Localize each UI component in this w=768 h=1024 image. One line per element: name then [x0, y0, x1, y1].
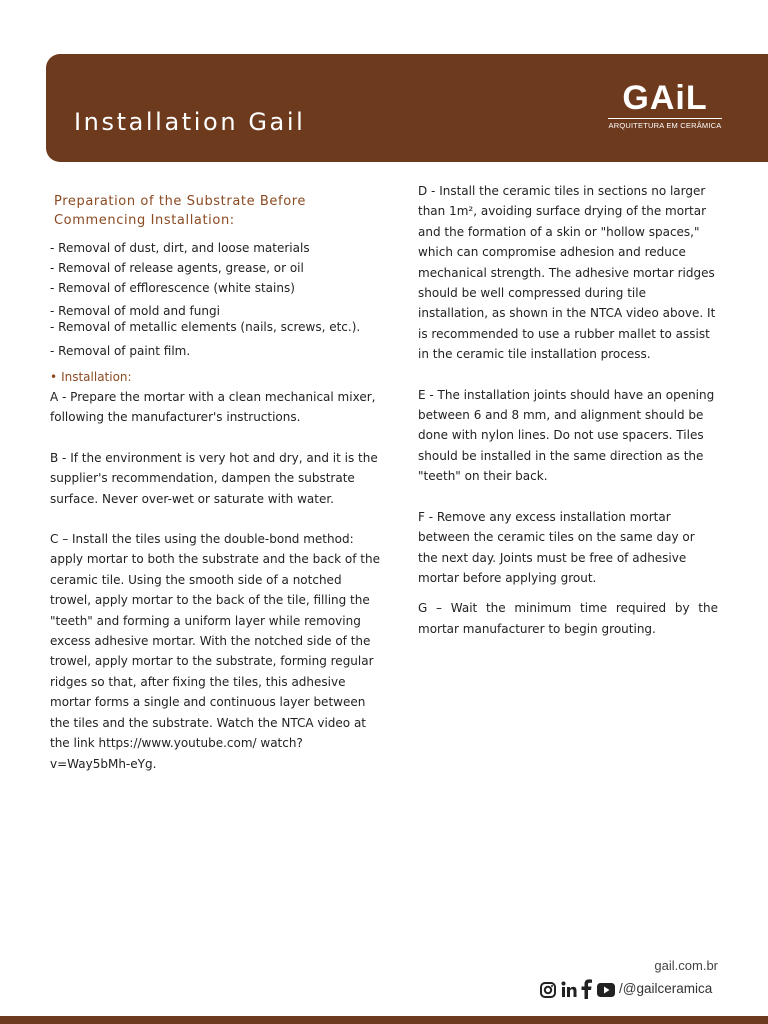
logo-tagline: ARQUITETURA EM CERÂMICA [608, 121, 722, 130]
list-item: - Removal of efflorescence (white stains) [50, 281, 295, 295]
logo-divider [608, 118, 722, 119]
social-handle[interactable]: /@gailceramica [619, 981, 713, 996]
bullet-dot-icon: • [50, 370, 58, 384]
left-column [50, 192, 380, 794]
step-g: G – Wait the minimum time required by the mortar manufacturer to begin grouting. [418, 601, 718, 636]
step-f: F - Remove any excess installation mortar between the ceramic tiles on the same day or the next day. Joints must be free of adhesive mortar before applying grout. [418, 509, 695, 585]
list-item: - Removal of paint film. [50, 344, 191, 358]
website-link[interactable]: gail.com.br [654, 958, 718, 973]
installation-label: Installation: [61, 370, 132, 384]
step-a: A - Prepare the mortar with a clean mechanical mixer, following the manufacturer's instructions. [50, 390, 376, 425]
linkedin-icon[interactable] [561, 980, 577, 1002]
page-title: Installation Gail [74, 108, 306, 136]
step-e: E - The installation joints should have an opening between 6 and 8 mm, and alignment should be done with nylon lines. Do not use spacers. Tiles should be installed in the same direction as the "teeth" on their back. [418, 387, 715, 484]
right-column [418, 181, 718, 659]
logo-wordmark: GAiL [622, 79, 708, 117]
preparation-list [50, 240, 380, 359]
list-item: - Removal of mold and fungi [50, 304, 220, 318]
installation-heading [50, 369, 380, 385]
gail-logo [606, 80, 724, 128]
instagram-icon[interactable] [540, 982, 556, 1002]
substrate-preparation-heading: Preparation of the Substrate Before Commencing Installation: [54, 194, 307, 228]
step-d: D - Install the ceramic tiles in sections no larger than 1m², avoiding surface drying of the mortar and the formation of a skin or "hollow spaces," which can compromise adhesion and reduce mechanical strength. The adhesive mortar ridges should be well compressed during tile installation, as shown in the NTCA video above. It is recommended to use a rubber mallet to assist in the ceramic tile installation process. [418, 184, 716, 362]
list-item: - Removal of metallic elements (nails, screws, etc.). [50, 320, 361, 334]
list-item: - Removal of release agents, grease, or oil [50, 261, 304, 275]
youtube-icon[interactable] [597, 982, 615, 1002]
header-banner [46, 54, 768, 162]
facebook-icon[interactable] [580, 979, 592, 1003]
step-c: C – Install the tiles using the double-bond method: apply mortar to both the substrate and the back of the ceramic tile. Using the smooth side of a notched trowel, apply mortar to the back of the tile, filling the "teeth" and forming a uniform layer while removing excess adhesive mortar. With the notched side of the trowel, apply mortar to the substrate, forming regular ridges so that, after fixing the tiles, this adhesive mortar forms a single and continuous layer between the tiles and the substrate. Watch the NTCA video at the link https://www.youtube.com/ watch?v=Way5bMh-eYg. [50, 532, 380, 771]
footer-bar [0, 1016, 768, 1024]
step-b: B - If the environment is very hot and dry, and it is the supplier's recommendation, dampen the substrate surface. Never over-wet or saturate with water. [50, 450, 378, 506]
list-item: - Removal of dust, dirt, and loose materials [50, 241, 310, 255]
